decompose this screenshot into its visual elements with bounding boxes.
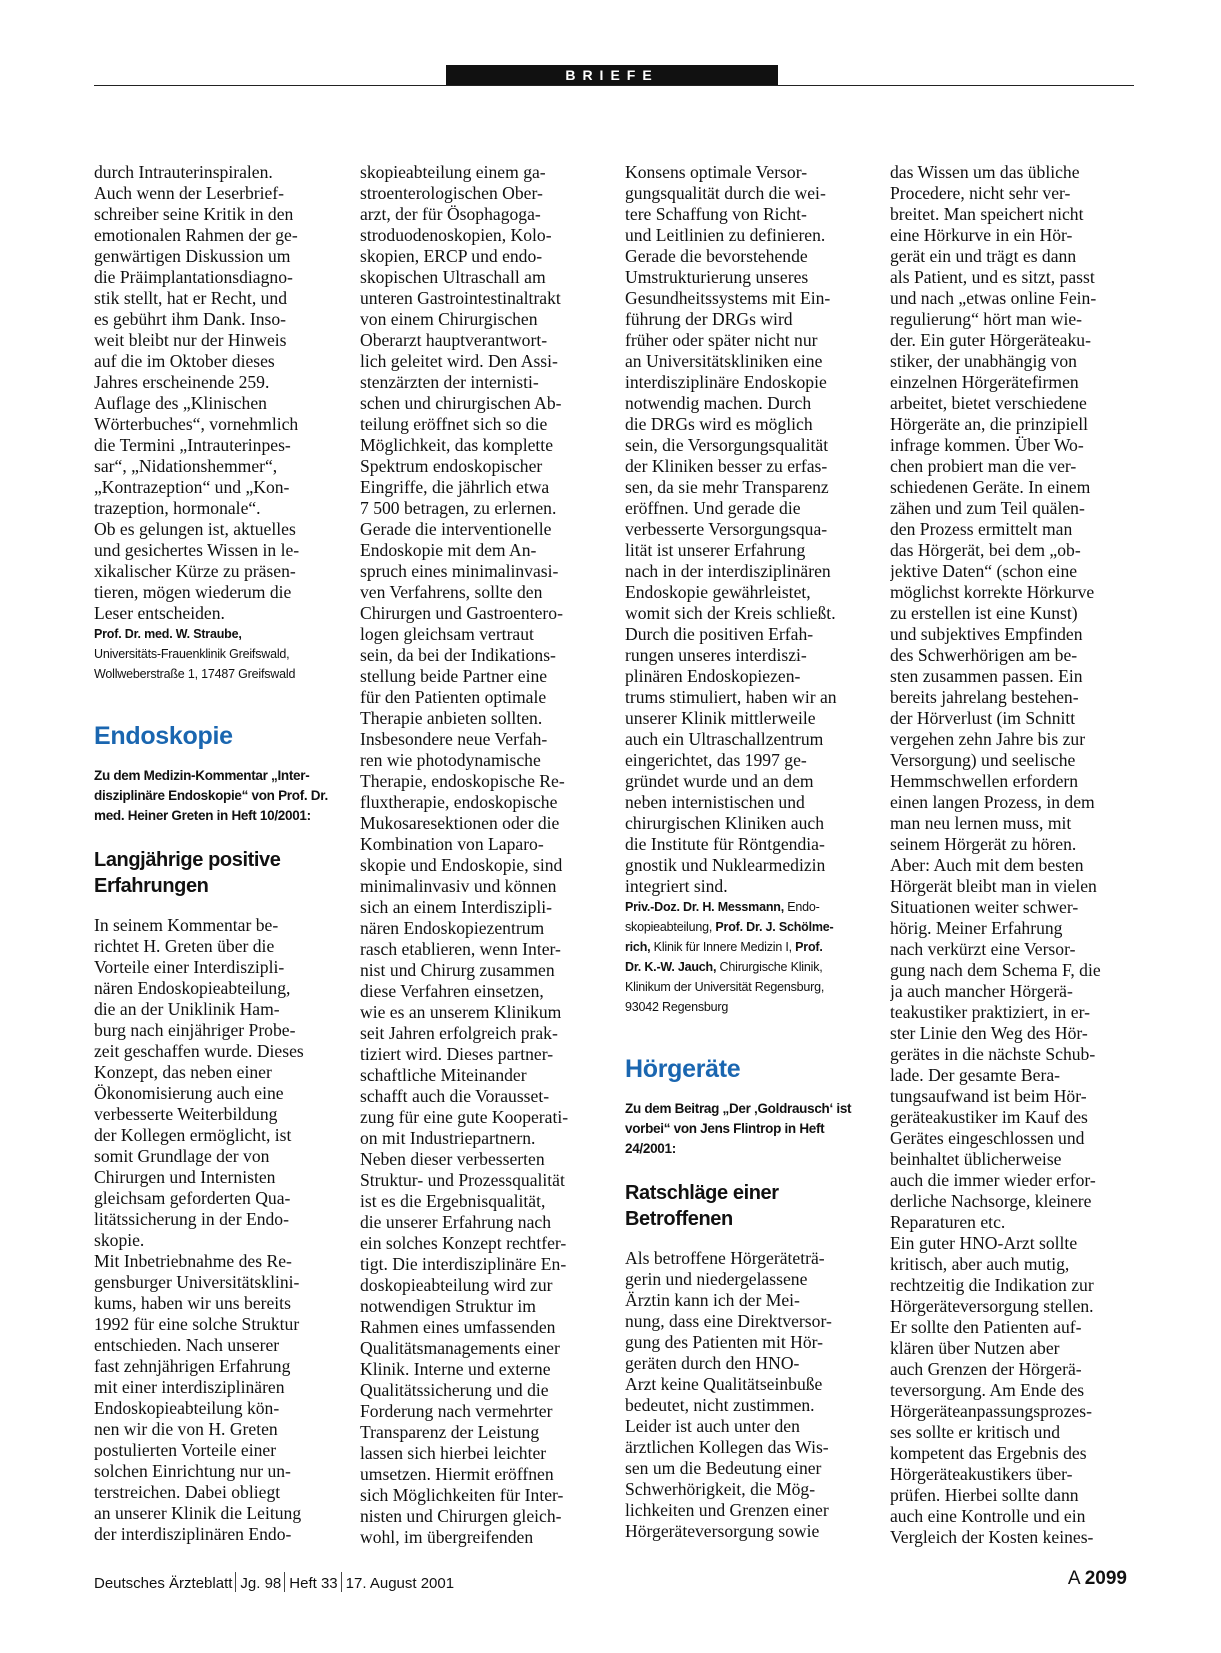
text-line: chirurgischen Kliniken auch	[625, 813, 825, 833]
text-line: gerin und niedergelassene	[625, 1269, 808, 1289]
heading-endoskopie	[94, 847, 338, 899]
text-line: auch eine Kontrolle und ein	[890, 1506, 1086, 1526]
text-line: breitet. Man speichert nicht	[890, 204, 1084, 224]
page-number-value: 2099	[1084, 1568, 1127, 1589]
text-line: kums, haben wir uns bereits	[94, 1293, 291, 1313]
text-line: tungsaufwand ist beim Hör-	[890, 1086, 1087, 1106]
text-line: tere Schaffung von Richt-	[625, 204, 807, 224]
text-line: stroenterologischen Ober-	[360, 183, 543, 203]
text-line: sich an einem Interdiszipli-	[360, 897, 553, 917]
text-line: somit Grundlage der von	[94, 1146, 270, 1166]
text-line: gnostik und Nuklearmedizin	[625, 855, 826, 875]
text-line: rechtzeitig die Indikation zur	[890, 1275, 1094, 1295]
text-line: Reparaturen etc.	[890, 1212, 1006, 1232]
letter-messmann	[625, 162, 869, 897]
text-line: Ökonomisierung auch eine	[94, 1083, 284, 1103]
text-line: man neu lernen muss, mit	[890, 813, 1072, 833]
text-line: des Schwerhörigen am be-	[890, 645, 1078, 665]
text-line: Eingriffe, die jährlich etwa	[360, 477, 550, 497]
text-line: Gerade die bevorstehende	[625, 246, 808, 266]
text-line: stellung beide Partner eine	[360, 666, 548, 686]
text-line: schaftliche Miteinander	[360, 1065, 527, 1085]
text-line: schreiber seine Kritik in den	[94, 204, 294, 224]
author-name: rich,	[625, 940, 651, 954]
text-line: Situationen weiter schwer-	[890, 897, 1079, 917]
text-line: Gerade die interventionelle	[360, 519, 552, 539]
text-line: teversorgung. Am Ende des	[890, 1380, 1085, 1400]
text-line: wie es an unserem Klinikum	[360, 1002, 562, 1022]
text-line: vorbei“ von Jens Flintrop in Heft	[625, 1121, 825, 1136]
text-line: ein solches Konzept rechtfer-	[360, 1233, 567, 1253]
text-line: bedeutet, nicht zustimmen.	[625, 1395, 815, 1415]
text-line: Aber: Auch mit dem besten	[890, 855, 1084, 875]
author-affiliation: Klinik für Innere Medizin I,	[650, 940, 796, 954]
text-line: und subjektives Empfinden	[890, 624, 1083, 644]
text-line: gründet wurde und an dem	[625, 771, 814, 791]
text-line: tiziert wird. Dieses partner-	[360, 1044, 554, 1064]
text-line: skopien, ERCP und endo-	[360, 246, 543, 266]
body-hoergeraete-cont	[890, 162, 1134, 1548]
text-line: seinem Hörgerät zu hören.	[890, 834, 1077, 854]
body-endoskopie-cont	[360, 162, 604, 1548]
text-line: genwärtigen Diskussion um	[94, 246, 291, 266]
intro-hoergeraete	[625, 1099, 869, 1159]
text-line: lade. Der gesamte Bera-	[890, 1065, 1060, 1085]
text-line: lich geleitet wird. Den Assi-	[360, 351, 558, 371]
text-line: zung für eine gute Kooperati-	[360, 1107, 569, 1127]
text-line: und nach „etwas online Fein-	[890, 288, 1097, 308]
text-line: Klinik. Interne und externe	[360, 1359, 551, 1379]
text-line: Er sollte den Patienten auf-	[890, 1317, 1082, 1337]
text-line: trums stimuliert, haben wir an	[625, 687, 837, 707]
text-line: Arzt keine Qualitätseinbuße	[625, 1374, 823, 1394]
text-line: Procedere, nicht sehr ver-	[890, 183, 1071, 203]
text-line: die Institute für Röntgendia-	[625, 834, 825, 854]
text-line: an unserer Klinik die Leitung	[94, 1503, 302, 1523]
text-line: Hörgeräte an, die prinzipiell	[890, 414, 1089, 434]
text-line: rungen unseres interdiszi-	[625, 645, 807, 665]
text-line: Hörgeräteakustikers über-	[890, 1464, 1073, 1484]
text-line: minimalinvasiv und können	[360, 876, 557, 896]
text-line: gung des Patienten mit Hör-	[625, 1332, 824, 1352]
author-name: Dr. K.-W. Jauch,	[625, 960, 717, 974]
text-line: Hemmschwellen erfordern	[890, 771, 1079, 791]
text-line: interdisziplinäre Endoskopie	[625, 372, 827, 392]
text-line: Hörgeräteanpassungsprozes-	[890, 1401, 1092, 1421]
text-line: Chirurgen und Gastroentero-	[360, 603, 563, 623]
text-line: vergehen zehn Jahre bis zur	[890, 729, 1086, 749]
column-4	[890, 162, 1134, 1562]
text-line: notwendig machen. Durch	[625, 393, 812, 413]
divider	[284, 1572, 285, 1592]
issue-date: 17. August 2001	[345, 1575, 455, 1592]
text-line: Hörgeräteversorgung sowie	[625, 1521, 820, 1541]
text-line: stroduodenoskopien, Kolo-	[360, 225, 552, 245]
text-line: schiedenen Geräte. In einem	[890, 477, 1091, 497]
text-line: Versorgung) und seelische	[890, 750, 1076, 770]
text-line: stik stellt, hat er Recht, und	[94, 288, 288, 308]
text-line: Qualitätsmanagements einer	[360, 1338, 560, 1358]
text-line: teakustiker praktiziert, in er-	[890, 1002, 1090, 1022]
text-line: der Kliniken besser zu erfas-	[625, 456, 828, 476]
text-line: nach in der interdisziplinären	[625, 561, 831, 581]
heading-hoergeraete	[625, 1180, 869, 1232]
text-line: Ein guter HNO-Arzt sollte	[890, 1233, 1078, 1253]
text-line: und Leitlinien zu definieren.	[625, 225, 826, 245]
text-line: gerät ein und trägt es dann	[890, 246, 1077, 266]
text-line: Leser entscheiden.	[94, 603, 225, 623]
text-line: unserer Klinik mittlerweile	[625, 708, 816, 728]
text-line: die DRGs wird es möglich	[625, 414, 813, 434]
text-line: gleichsam geforderten Qua-	[94, 1188, 291, 1208]
text-line: verbesserte Weiterbildung	[94, 1104, 278, 1124]
text-line: Umstrukturierung unseres	[625, 267, 809, 287]
text-line: das Hörgerät, bei dem „ob-	[890, 540, 1081, 560]
text-line: zeit geschaffen wurde. Dieses	[94, 1041, 304, 1061]
text-line: 1992 für eine solche Struktur	[94, 1314, 300, 1334]
text-line: Wörterbuches“, vornehmlich	[94, 414, 299, 434]
text-line: Ärztin kann ich der Mei-	[625, 1290, 800, 1310]
text-line: ven Verfahrens, sollte den	[360, 582, 543, 602]
text-line: zähen und zum Teil quälen-	[890, 498, 1085, 518]
footer-meta	[94, 1572, 454, 1592]
text-line: sein, die Versorgungsqualität	[625, 435, 829, 455]
author-affiliation: Chirurgische Klinik,	[716, 960, 823, 974]
text-line: eingerichtet, das 1997 ge-	[625, 750, 807, 770]
body-hoergeraete	[625, 1248, 869, 1542]
text-line: neben internistischen und	[625, 792, 805, 812]
text-line: sein, da bei der Indikations-	[360, 645, 556, 665]
text-line: sen um die Bedeutung einer	[625, 1458, 822, 1478]
text-line: „Kontrazeption“ und „Kon-	[94, 477, 290, 497]
text-line: Forderung nach vermehrter	[360, 1401, 553, 1421]
text-line: med. Heiner Greten in Heft 10/2001:	[94, 808, 311, 823]
text-line: weit bleibt nur der Hinweis	[94, 330, 287, 350]
text-line: Zu dem Beitrag „Der ‚Goldrausch‘ ist	[625, 1101, 852, 1116]
text-line: gung nach dem Schema F, die	[890, 960, 1101, 980]
text-line: Möglichkeit, das komplette	[360, 435, 554, 455]
author-affiliation: Endo-	[784, 900, 820, 914]
text-line: infrage kommen. Über Wo-	[890, 435, 1084, 455]
text-line: hörig. Meiner Erfahrung	[890, 918, 1063, 938]
text-line: Therapie anbieten sollten.	[360, 708, 543, 728]
text-line: tieren, mögen wiederum die	[94, 582, 292, 602]
text-line: sar“, „Nidationshemmer“,	[94, 456, 278, 476]
divider	[341, 1572, 342, 1592]
text-line: lassen sich hierbei leichter	[360, 1443, 547, 1463]
topic-hoergeraete: Hörgeräte	[625, 1055, 741, 1083]
text-line: ist es die Ergebnisqualität,	[360, 1191, 546, 1211]
text-line: Spektrum endoskopischer	[360, 456, 543, 476]
text-line: Therapie, endoskopische Re-	[360, 771, 565, 791]
text-line: skopischen Ultraschall am	[360, 267, 546, 287]
author-affiliation: skopieabteilung,	[625, 920, 716, 934]
text-line: stenzärzten der internisti-	[360, 372, 539, 392]
text-line: auch ein Ultraschallzentrum	[625, 729, 824, 749]
text-line: kritisch, aber auch mutig,	[890, 1254, 1070, 1274]
text-line: die Termini „Intrauterinpes-	[94, 435, 291, 455]
text-line: teilung eröffnet sich so die	[360, 414, 548, 434]
text-line: mit einer interdisziplinären	[94, 1377, 285, 1397]
author-affiliation: Klinikum der Universität Regensburg,	[625, 980, 825, 994]
text-line: einzelnen Hörgerätefirmen	[890, 372, 1079, 392]
text-line: auf die im Oktober dieses	[94, 351, 275, 371]
text-line: lichkeiten und Grenzen einer	[625, 1500, 829, 1520]
text-line: Wollweberstraße 1, 17487 Greifswald	[94, 667, 296, 681]
text-line: Insbesondere neue Verfah-	[360, 729, 548, 749]
text-line: umsetzen. Hiermit eröffnen	[360, 1464, 554, 1484]
text-line: nist und Chirurg zusammen	[360, 960, 555, 980]
text-line: nären Endoskopiezentrum	[360, 918, 545, 938]
text-line: integriert sind.	[625, 876, 728, 896]
text-line: fluxtherapie, endoskopische	[360, 792, 558, 812]
text-line: gungsqualität durch die wei-	[625, 183, 826, 203]
text-line: solchen Einrichtung nur un-	[94, 1461, 291, 1481]
text-line: Chirurgen und Internisten	[94, 1167, 276, 1187]
text-line: trazeption, hormonale“.	[94, 498, 261, 518]
volume: Jg. 98	[240, 1575, 282, 1592]
intro-endoskopie	[94, 766, 338, 826]
text-line: sten zusammen passen. Ein	[890, 666, 1083, 686]
text-line: In seinem Kommentar be-	[94, 915, 279, 935]
text-line: eine Hörkurve in ein Hör-	[890, 225, 1073, 245]
text-line: rasch etablieren, wenn Inter-	[360, 939, 561, 959]
text-line: arbeitet, bietet verschiedene	[890, 393, 1087, 413]
text-line: früher oder später nicht nur	[625, 330, 818, 350]
author-name: Prof.	[795, 940, 823, 954]
text-line: zu erstellen ist eine Kunst)	[890, 603, 1078, 623]
text-line: der interdisziplinären Endo-	[94, 1524, 292, 1544]
text-line: regulierung“ hört man wie-	[890, 309, 1082, 329]
text-line: auch die immer wieder erfor-	[890, 1170, 1096, 1190]
text-line: gerätes in die nächste Schub-	[890, 1044, 1096, 1064]
text-line: skopieabteilung einem ga-	[360, 162, 546, 182]
text-line: spruch eines minimalinvasi-	[360, 561, 559, 581]
text-line: nung, dass eine Direktversor-	[625, 1311, 832, 1331]
text-line: nären Endoskopieabteilung,	[94, 978, 291, 998]
author-name: Priv.-Doz. Dr. H. Messmann,	[625, 900, 784, 914]
text-line: verbesserte Versorgungsqua-	[625, 519, 828, 539]
text-line: durch Intrauterinspiralen.	[94, 162, 273, 182]
text-line: kompetent das Ergebnis des	[890, 1443, 1087, 1463]
text-line: Mukosaresektionen oder die	[360, 813, 560, 833]
text-line: Auflage des „Klinischen	[94, 393, 267, 413]
text-line: 24/2001:	[625, 1141, 676, 1156]
text-line: Durch die positiven Erfah-	[625, 624, 814, 644]
text-line: Struktur- und Prozessqualität	[360, 1170, 565, 1190]
text-line: Qualitätssicherung und die	[360, 1380, 549, 1400]
text-line: Konsens optimale Versor-	[625, 162, 808, 182]
text-line: bereits jahrelang bestehen-	[890, 687, 1079, 707]
text-line: Betroffenen	[625, 1208, 733, 1230]
text-line: führung der DRGs wird	[625, 309, 793, 329]
text-line: der Kollegen ermöglicht, ist	[94, 1125, 292, 1145]
text-line: skopie.	[94, 1230, 145, 1250]
text-line: ja auch mancher Hörgerä-	[890, 981, 1073, 1001]
text-line: Hörgeräteversorgung stellen.	[890, 1296, 1094, 1316]
text-line: logen gleichsam vertraut	[360, 624, 534, 644]
column-3	[625, 162, 869, 1562]
letter-straube	[94, 162, 338, 624]
text-line: Mit Inbetriebnahme des Re-	[94, 1251, 292, 1271]
text-line: unteren Gastrointestinaltrakt	[360, 288, 561, 308]
text-line: die Präimplantationsdiagno-	[94, 267, 293, 287]
text-line: Vergleich der Kosten keines-	[890, 1527, 1094, 1547]
text-line: Kombination von Laparo-	[360, 834, 544, 854]
text-line: ren wie photodynamische	[360, 750, 541, 770]
text-line: geräten durch den HNO-	[625, 1353, 800, 1373]
text-line: Schwerhörigkeit, die Mög-	[625, 1479, 816, 1499]
header-rule	[94, 85, 1134, 86]
text-line: den Prozess ermittelt man	[890, 519, 1073, 539]
text-line: geräteakustiker im Kauf des	[890, 1107, 1088, 1127]
author-name: Prof. Dr. med. W. Straube,	[94, 627, 242, 641]
text-line: 7 500 betragen, zu erlernen.	[360, 498, 557, 518]
text-line: Leider ist auch unter den	[625, 1416, 800, 1436]
text-line: die unserer Erfahrung nach	[360, 1212, 551, 1232]
divider	[235, 1572, 236, 1592]
text-line: skopie und Endoskopie, sind	[360, 855, 563, 875]
text-line: Jahres erscheinende 259.	[94, 372, 270, 392]
text-line: Erfahrungen	[94, 875, 209, 897]
text-line: eröffnen. Und gerade die	[625, 498, 801, 518]
text-line: schen und chirurgischen Ab-	[360, 393, 562, 413]
text-line: Rahmen eines umfassenden	[360, 1317, 556, 1337]
author-address: 93042 Regensburg	[625, 1000, 729, 1014]
author-straube	[94, 624, 338, 684]
text-line: litätssicherung in der Endo-	[94, 1209, 289, 1229]
author-messmann	[625, 897, 869, 1017]
text-line: Universitäts-Frauenklinik Greifswald,	[94, 647, 290, 661]
text-line: Gesundheitssystems mit Ein-	[625, 288, 831, 308]
text-line: xikalischer Kürze zu präsen-	[94, 561, 296, 581]
text-line: Langjährige positive	[94, 849, 281, 871]
body-endoskopie	[94, 915, 338, 1545]
text-line: derliche Nachsorge, kleinere	[890, 1191, 1092, 1211]
text-line: klären über Nutzen aber	[890, 1338, 1060, 1358]
text-line: notwendigen Struktur im	[360, 1296, 536, 1316]
text-line: Neben dieser verbesserten	[360, 1149, 545, 1169]
text-line: Zu dem Medizin-Kommentar „Inter-	[94, 768, 310, 783]
text-line: von einem Chirurgischen	[360, 309, 538, 329]
topic-endoskopie: Endoskopie	[94, 722, 233, 750]
text-line: Hörgerät bleibt man in vielen	[890, 876, 1097, 896]
text-line: entschieden. Nach unserer	[94, 1335, 280, 1355]
text-line: als Patient, und es sitzt, passt	[890, 267, 1095, 287]
text-line: doskopieabteilung wird zur	[360, 1275, 553, 1295]
text-line: schafft auch die Vorausset-	[360, 1086, 550, 1106]
text-line: das Wissen um das übliche	[890, 162, 1080, 182]
author-name: Prof. Dr. J. Schölme-	[715, 920, 834, 934]
text-line: die an der Uniklinik Ham-	[94, 999, 280, 1019]
text-line: der. Ein guter Hörgeräteaku-	[890, 330, 1091, 350]
text-line: lität ist unserer Erfahrung	[625, 540, 806, 560]
text-line: Endoskopie gewährleistet,	[625, 582, 811, 602]
text-line: womit sich der Kreis schließt.	[625, 603, 836, 623]
text-line: stiker, der unabhängig von	[890, 351, 1077, 371]
text-line: nach verkürzt eine Versor-	[890, 939, 1076, 959]
text-line: der Hörverlust (im Schnitt	[890, 708, 1076, 728]
text-line: Ob es gelungen ist, aktuelles	[94, 519, 296, 539]
text-line: emotionalen Rahmen der ge-	[94, 225, 298, 245]
text-line: chen probiert man die ver-	[890, 456, 1077, 476]
column-2	[360, 162, 604, 1562]
text-line: an Universitätskliniken eine	[625, 351, 823, 371]
text-line: ses sollte er kritisch und	[890, 1422, 1061, 1442]
text-line: prüfen. Hierbei sollte dann	[890, 1485, 1079, 1505]
text-line: Transparenz der Leistung	[360, 1422, 540, 1442]
text-line: Endoskopie mit dem An-	[360, 540, 537, 560]
text-line: und gesichertes Wissen in le-	[94, 540, 300, 560]
text-line: tigt. Die interdisziplinäre En-	[360, 1254, 567, 1274]
section-label: BRIEFE	[446, 65, 778, 85]
text-line: möglichst korrekte Hörkurve	[890, 582, 1095, 602]
text-line: sen, da sie mehr Transparenz	[625, 477, 829, 497]
text-line: fast zehnjährigen Erfahrung	[94, 1356, 291, 1376]
text-line: Oberarzt hauptverantwort-	[360, 330, 548, 350]
text-line: Gerätes eingeschlossen und	[890, 1128, 1085, 1148]
text-line: Endoskopieabteilung kön-	[94, 1398, 280, 1418]
text-line: es gebührt ihm Dank. Inso-	[94, 309, 287, 329]
text-line: arzt, der für Ösophagoga-	[360, 204, 541, 224]
journal-name: Deutsches Ärzteblatt	[94, 1575, 233, 1592]
issue: Heft 33	[289, 1575, 338, 1592]
text-line: einen langen Prozess, in dem	[890, 792, 1095, 812]
text-line: für den Patienten optimale	[360, 687, 547, 707]
text-line: beinhaltet üblicherweise	[890, 1149, 1062, 1169]
column-1	[94, 162, 338, 1562]
text-line: seit Jahren erfolgreich prak-	[360, 1023, 558, 1043]
text-line: disziplinäre Endoskopie“ von Prof. Dr.	[94, 788, 328, 803]
text-line: richtet H. Greten über die	[94, 936, 275, 956]
text-line: ster Linie den Weg des Hör-	[890, 1023, 1088, 1043]
text-line: Konzept, das neben einer	[94, 1062, 272, 1082]
text-line: Ratschläge einer	[625, 1182, 779, 1204]
text-line: Als betroffene Hörgeräteträ-	[625, 1248, 825, 1268]
text-line: auch Grenzen der Hörgerä-	[890, 1359, 1082, 1379]
text-line: jektive Daten“ (schon eine	[890, 561, 1078, 581]
text-line: on mit Industriepartnern.	[360, 1128, 536, 1148]
text-line: sich Möglichkeiten für Inter-	[360, 1485, 564, 1505]
text-line: gensburger Universitätsklini-	[94, 1272, 300, 1292]
page-prefix: A	[1067, 1568, 1080, 1589]
text-line: Vorteile einer Interdiszipli-	[94, 957, 285, 977]
text-line: plinären Endoskopiezen-	[625, 666, 801, 686]
text-line: nisten und Chirurgen gleich-	[360, 1506, 562, 1526]
text-line: postulierten Vorteile einer	[94, 1440, 277, 1460]
text-line: Auch wenn der Leserbrief-	[94, 183, 285, 203]
text-line: wohl, im übergreifenden	[360, 1527, 534, 1547]
text-line: terstreichen. Dabei obliegt	[94, 1482, 281, 1502]
text-line: ärztlichen Kollegen das Wis-	[625, 1437, 829, 1457]
text-line: nen wir die von H. Greten	[94, 1419, 278, 1439]
text-line: burg nach einjähriger Probe-	[94, 1020, 296, 1040]
text-line: diese Verfahren einsetzen,	[360, 981, 544, 1001]
page-number	[1068, 1568, 1127, 1590]
